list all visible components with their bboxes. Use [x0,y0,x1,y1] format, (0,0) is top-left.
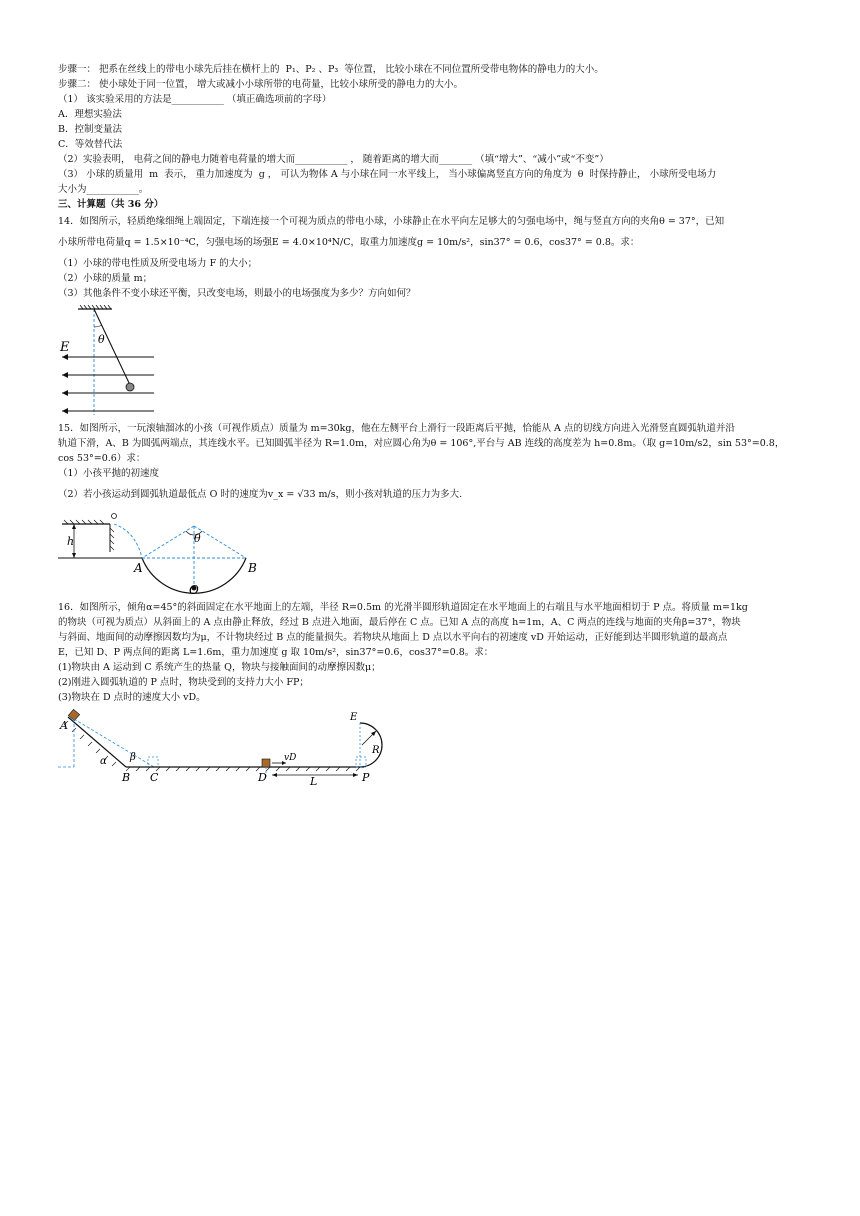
q16-line: 的物块（可视为质点）从斜面上的 A 点由静止释放，经过 B 点进入地面，最后停在 C 点。已知 A 点的高度 h=1m，A、C 两点的连线与地面的夹角β=37°，物块 [58,617,741,628]
point-a-label: A [134,561,143,575]
option-c: C．等效替代法 [58,139,123,150]
theta-label: θ [194,532,201,545]
q16-line: 16．如图所示，倾角α=45°的斜面固定在水平地面上的左端，半径 R=0.5m 的光滑半圆形轨道固定在水平地面上的右端且与水平地面相切于 P 点。将质量 m=1kg [58,602,748,613]
q14-line: （2）小球的质量 m； [58,273,153,284]
text-line: （3） 小球的质量用 m 表示， 重力加速度为 g ， 可认为物体 A 与小球在同一水平线上， 当小球偏离竖直方向的角度为 θ 时保持静止， 小球所受电场力 [58,169,717,180]
r-label: R [372,745,380,756]
option-b: B．控制变量法 [58,124,122,135]
point-a-label: A [60,719,68,732]
q15-figure [58,512,268,594]
q16-line: (3)物块在 D 点时的速度大小 vD。 [58,692,206,703]
option-a: A．理想实验法 [58,109,122,120]
point-e-label: E [350,712,358,723]
l-label: L [310,775,318,788]
q16-line: (2)刚进入圆弧轨道的 P 点时，物块受到的支持力大小 FP； [58,677,309,688]
alpha-label: α [100,756,107,767]
q15-line: 15．如图所示，一玩滚轴溜冰的小孩（可视作质点）质量为 m=30kg，他在左侧平台上滑行一段距离后平抛，恰能从 A 点的切线方向进入光滑竖直圆弧轨道并沿 [58,423,735,434]
text-line: 大小为___________。 [58,184,149,195]
point-b-label: B [248,561,257,575]
point-c-label: C [150,771,159,784]
q15-line: cos 53°=0.6）求： [58,453,146,464]
q14-line: 14．如图所示，轻质绝缘细绳上端固定，下端连接一个可视为质点的带电小球，小球静止在水平向左足够大的匀强电场中，绳与竖直方向的夹角θ = 37°，已知 [58,216,725,227]
section-title: 三、计算题（共 36 分） [58,199,164,210]
q14-figure [58,305,168,417]
text-line: （2）实验表明， 电荷之间的静电力随着电荷量的增大而___________ ， 随着距离的增大而_______ （填“增大”、“减小”或“不变”） [58,154,609,165]
text-line: 步骤二： 使小球处于同一位置， 增大或减小小球所带的电荷量，比较小球所受的静电力的大小。 [58,79,464,90]
q14-line: 小球所带电荷量q = 1.5×10⁻⁴C，匀强电场的场强E = 4.0×10⁴N/C，取重力加速度g = 10m/s²，sin37° = 0.6，cos37° = 0.8。求： [58,237,640,248]
point-p-label: P [362,771,370,784]
q16-line: 与斜面、地面间的动摩擦因数均为μ，不计物块经过 B 点的能量损失。若物块从地面上 D 点以水平向右的初速度 vD 开始运动，正好能到达半圆形轨道的最高点 [58,632,728,643]
q15-line: 轨道下滑，A、B 为圆弧两端点，其连线水平。已知圆弧半径为 R=1.0m，对应圆心角为θ = 106°,平台与 AB 连线的高度差为 h=0.8m。（取 g=10m/s2，sin 53°=0.8， [58,438,785,449]
theta-label: θ [98,333,105,346]
q15-line: （2）若小孩运动到圆弧轨道最低点 O 时的速度为v_x = √33 m/s，则小孩对轨道的压力为多大. [58,489,463,500]
beta-label: β [130,752,136,763]
document-page [58,62,803,793]
text-line: 步骤一： 把系在丝线上的带电小球先后挂在横杆上的 P₁、P₂ 、P₃ 等位置， 比较小球在不同位置所受带电物体的静电力的大小。 [58,64,604,75]
text-line: （1） 该实验采用的方法是___________ （填正确选项前的字母） [58,94,332,105]
h-label: h [67,535,75,548]
point-b-label: B [122,771,131,784]
q14-line: （3）其他条件不变小球还平衡，只改变电场，则最小的电场强度为多少？方向如何？ [58,288,416,299]
point-o-label: O [189,583,199,594]
field-label: E [60,340,70,355]
q14-line: （1）小球的带电性质及所受电场力 F 的大小； [58,258,258,269]
q16-line: (1)物块由 A 运动到 C 系统产生的热量 Q，物块与接触面间的动摩擦因数μ； [58,662,381,673]
q15-line: （1）小孩平抛的初速度 [58,468,160,479]
vd-label: vD [284,753,297,763]
q16-figure [58,709,388,789]
point-d-label: D [258,771,267,784]
q16-line: E，已知 D、P 两点间的距离 L=1.6m，重力加速度 g 取 10m/s²，sin37°=0.6，cos37°=0.8。求： [58,647,494,658]
